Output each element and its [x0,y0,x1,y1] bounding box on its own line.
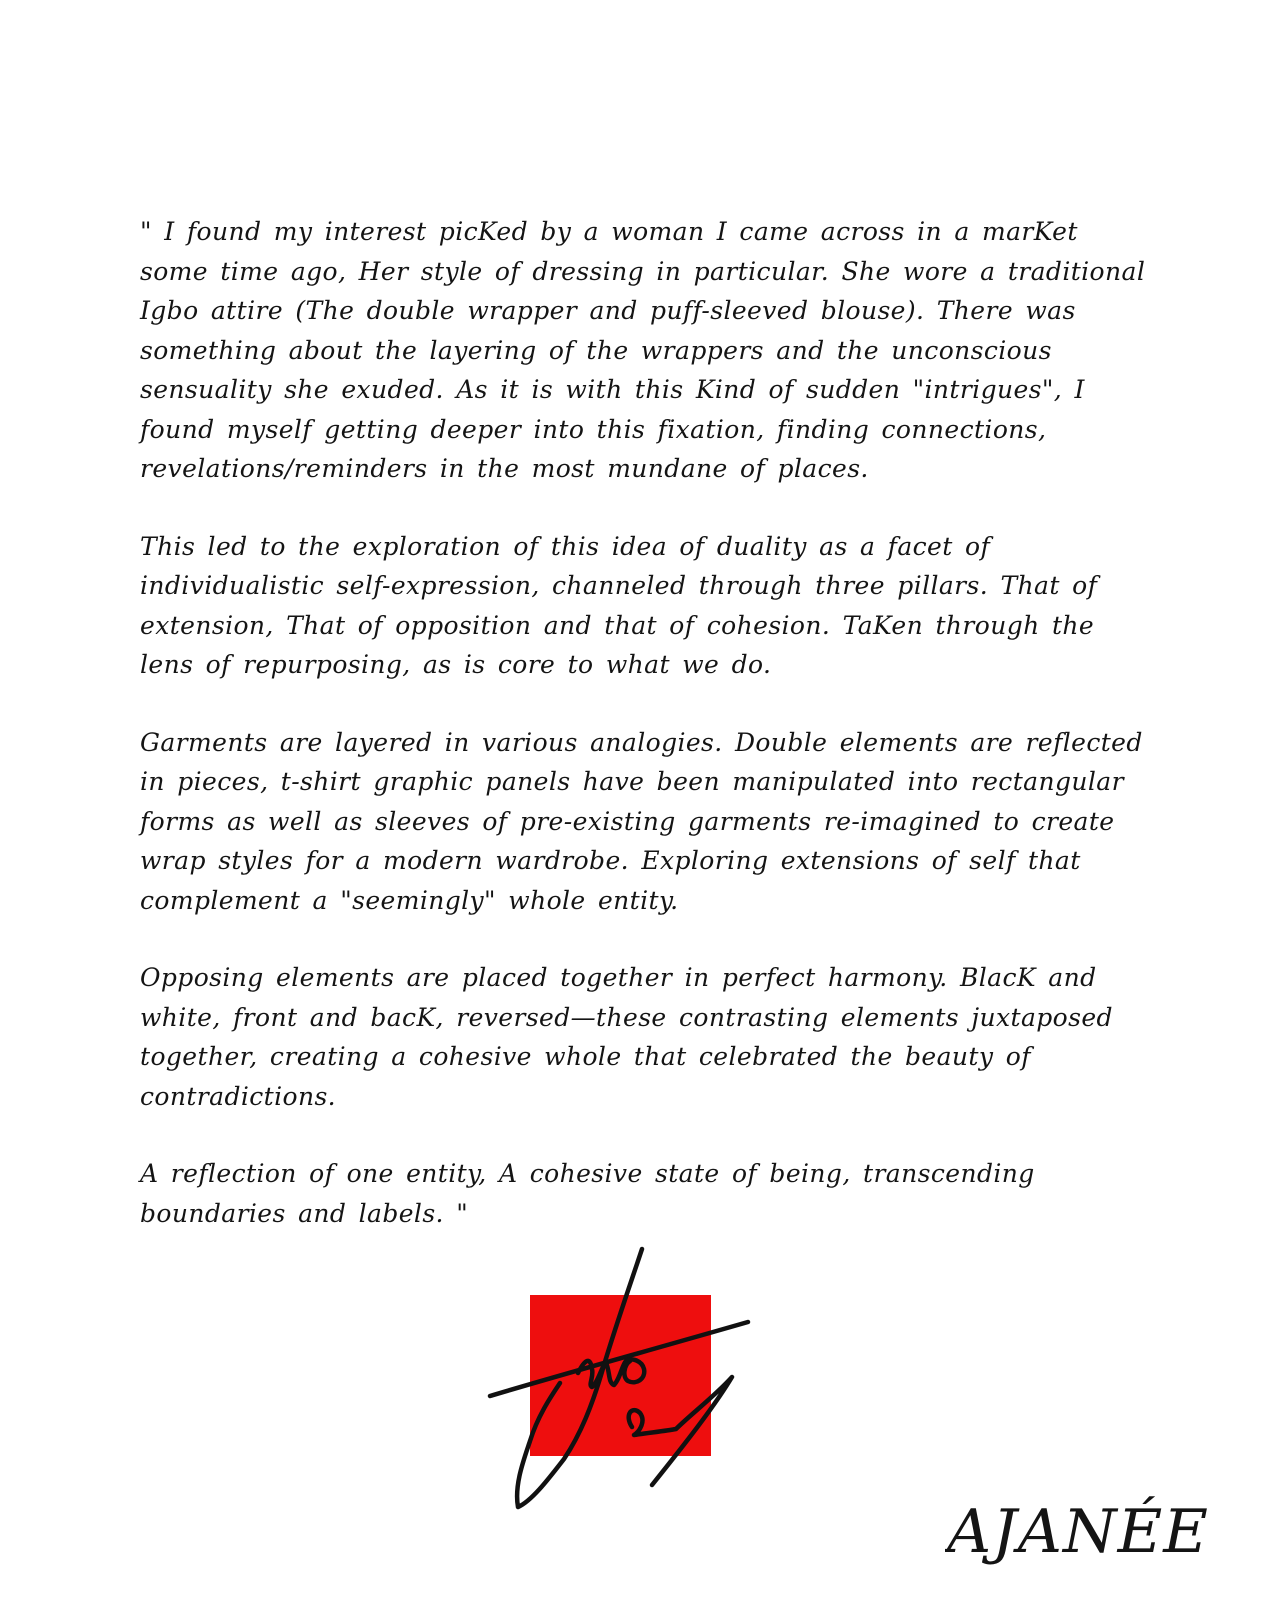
brand-wordmark-text: AJANÉE [947,1497,1204,1567]
statement-paragraph-4: Opposing elements are placed together in perfect harmony. BlacK and white, front and bacK, reversed—these contrasting elements juxtaposed together, creating a cohesive whole that celebrated the beauty of contradictions. [140,963,1113,1111]
brand-logo [945,1480,1215,1570]
statement-paragraph-1: " I found my interest picKed by a woman I came across in a marKet some time ago, Her style of dressing in particular. She wore a traditional Igbo attire (The double wrapper and puff-sleeved blouse). There was something about the layering of the wrappers and the unconscious sensuality she exuded. As it is with this Kind of sudden "intrigues", I found myself getting deeper into this fixation, finding connections, revelations/reminders in the most mundane of places. [140,217,1146,483]
artist-statement [140,212,1150,1271]
signature-mark-graphic [480,1245,770,1525]
statement-paragraph-2: This led to the exploration of this idea of duality as a facet of individualistic self-expression, channeled through three pillars. That of extension, That of opposition and that of cohesion. TaKen through the lens of repurposing, as is core to what we do. [140,531,1098,679]
signature-mark [480,1245,770,1525]
statement-paragraph-3: Garments are layered in various analogies. Double elements are reflected in pieces, t-shirt graphic panels have been manipulated into rectangular forms as well as sleeves of pre-existing garments re-imagined to create wrap styles for a modern wardrobe. Exploring extensions of self that complement a "seemingly" whole entity. [140,727,1143,915]
statement-paragraph-5: A reflection of one entity, A cohesive state of being, transcending boundaries and labels. " [140,1159,1035,1228]
brand-wordmark-graphic [945,1480,1215,1570]
